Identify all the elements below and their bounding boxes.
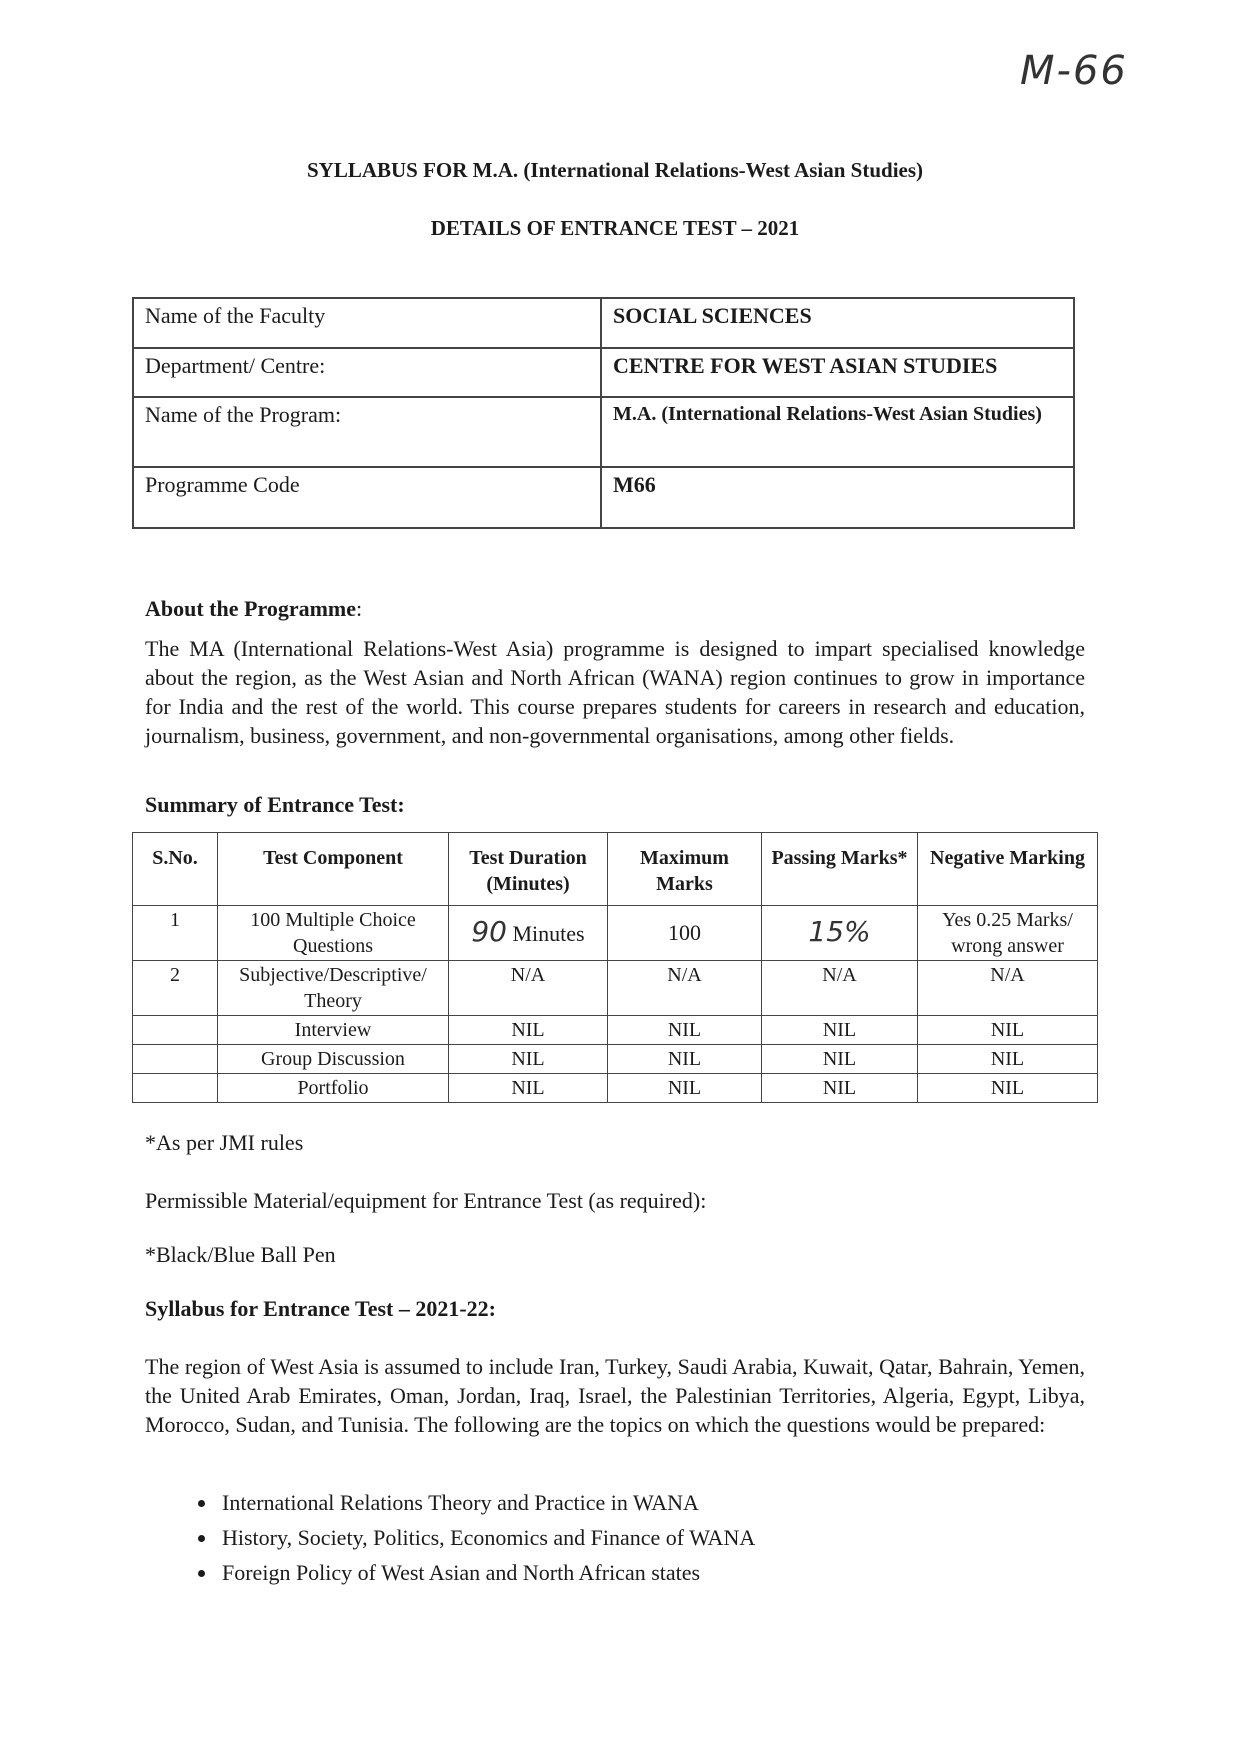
col-max-marks: Maximum Marks [608, 833, 762, 906]
program-code-value: M66 [601, 467, 1074, 528]
col-sno: S.No. [133, 833, 218, 906]
cell-component: Interview [218, 1016, 449, 1045]
entrance-test-heading: DETAILS OF ENTRANCE TEST – 2021 [430, 216, 800, 240]
department-value: CENTRE FOR WEST ASIAN STUDIES [601, 348, 1074, 397]
program-info-table [132, 297, 1075, 529]
cell-duration [449, 906, 608, 961]
cell-negative-marking: NIL [918, 1045, 1098, 1074]
table-row [133, 348, 1074, 397]
table-row [133, 906, 1098, 961]
table-row [133, 298, 1074, 348]
cell-component: Subjective/Descriptive/ Theory [218, 961, 449, 1016]
summary-table [132, 832, 1098, 1103]
syllabus-paragraph: The region of West Asia is assumed to include Iran, Turkey, Saudi Arabia, Kuwait, Qatar, Bahrain, Yemen, the United Arab Emirates, Oman, Jordan, Iraq, Israel, the Palestinian Territories, Algeria, Egypt, Libya, Morocco, Sudan, and Tunisia. The following are the topics on which the questions would be prepared: [145, 1354, 1085, 1437]
cell-passing-marks: NIL [762, 1074, 918, 1103]
summary-heading: Summary of Entrance Test: [145, 792, 405, 817]
cell-component: 100 Multiple Choice Questions [218, 906, 449, 961]
handwritten-passing-marks: 15% [808, 915, 871, 948]
about-heading-colon: : [356, 596, 363, 621]
cell-component: Portfolio [218, 1074, 449, 1103]
table-row [133, 961, 1098, 1016]
program-name-label: Name of the Program: [133, 397, 601, 467]
handwritten-duration: 90 [471, 915, 507, 948]
syllabus-heading: Syllabus for Entrance Test – 2021-22: [145, 1296, 497, 1321]
cell-max-marks: NIL [608, 1016, 762, 1045]
cell-negative-marking: NIL [918, 1074, 1098, 1103]
cell-max-marks: 100 [608, 906, 762, 961]
cell-duration: NIL [449, 1016, 608, 1045]
cell-max-marks: NIL [608, 1074, 762, 1103]
cell-passing-marks: NIL [762, 1045, 918, 1074]
cell-duration: N/A [449, 961, 608, 1016]
cell-negative-marking: N/A [918, 961, 1098, 1016]
cell-component: Group Discussion [218, 1045, 449, 1074]
col-duration: Test Duration (Minutes) [449, 833, 608, 906]
syllabus-heading: SYLLABUS FOR M.A. (International Relations-West Asian Studies) [306, 158, 924, 182]
col-negative-marking: Negative Marking [918, 833, 1098, 906]
cell-duration: NIL [449, 1074, 608, 1103]
cell-passing-marks: N/A [762, 961, 918, 1016]
summary-footnote: *As per JMI rules [145, 1130, 304, 1155]
cell-sno [133, 1045, 218, 1074]
about-heading [145, 596, 362, 622]
list-item: • History, Society, Politics, Economics and Finance of WANA [218, 1520, 755, 1555]
table-row [133, 1045, 1098, 1074]
col-component: Test Component [218, 833, 449, 906]
cell-duration: NIL [449, 1045, 608, 1074]
department-label: Department/ Centre: [133, 348, 601, 397]
cell-passing-marks: NIL [762, 1016, 918, 1045]
cell-sno [133, 1016, 218, 1045]
permissible-material: Permissible Material/equipment for Entrance Test (as required): [145, 1188, 707, 1213]
faculty-value: SOCIAL SCIENCES [601, 298, 1074, 348]
cell-negative-marking: Yes 0.25 Marks/ wrong answer [918, 906, 1098, 961]
table-row [133, 467, 1074, 528]
duration-unit: Minutes [507, 921, 585, 946]
cell-max-marks: N/A [608, 961, 762, 1016]
cell-max-marks: NIL [608, 1045, 762, 1074]
topics-list [170, 1485, 755, 1590]
program-name-value: M.A. (International Relations-West Asian Studies) [601, 397, 1074, 467]
table-row [133, 1016, 1098, 1045]
list-item: • Foreign Policy of West Asian and North African states [218, 1555, 755, 1590]
ball-pen-note: *Black/Blue Ball Pen [145, 1242, 336, 1267]
table-header-row [133, 833, 1098, 906]
table-row [133, 397, 1074, 467]
about-heading-text: About the Programme [145, 596, 356, 621]
cell-sno: 1 [133, 906, 218, 961]
handwritten-program-code: M-66 [1020, 48, 1128, 94]
cell-sno [133, 1074, 218, 1103]
cell-sno: 2 [133, 961, 218, 1016]
about-paragraph: The MA (International Relations-West Asia) programme is designed to impart specialised knowledge about the region, as the West Asian and North African (WANA) region continues to grow in importance for India and the rest of the world. This course prepares students for careers in research and education, journalism, business, government, and non-governmental organisations, among other fields. [145, 636, 1085, 748]
col-passing-marks: Passing Marks* [762, 833, 918, 906]
table-row [133, 1074, 1098, 1103]
cell-negative-marking: NIL [918, 1016, 1098, 1045]
faculty-label: Name of the Faculty [133, 298, 601, 348]
cell-passing-marks [762, 906, 918, 961]
list-item: • International Relations Theory and Practice in WANA [218, 1485, 755, 1520]
program-code-label: Programme Code [133, 467, 601, 528]
